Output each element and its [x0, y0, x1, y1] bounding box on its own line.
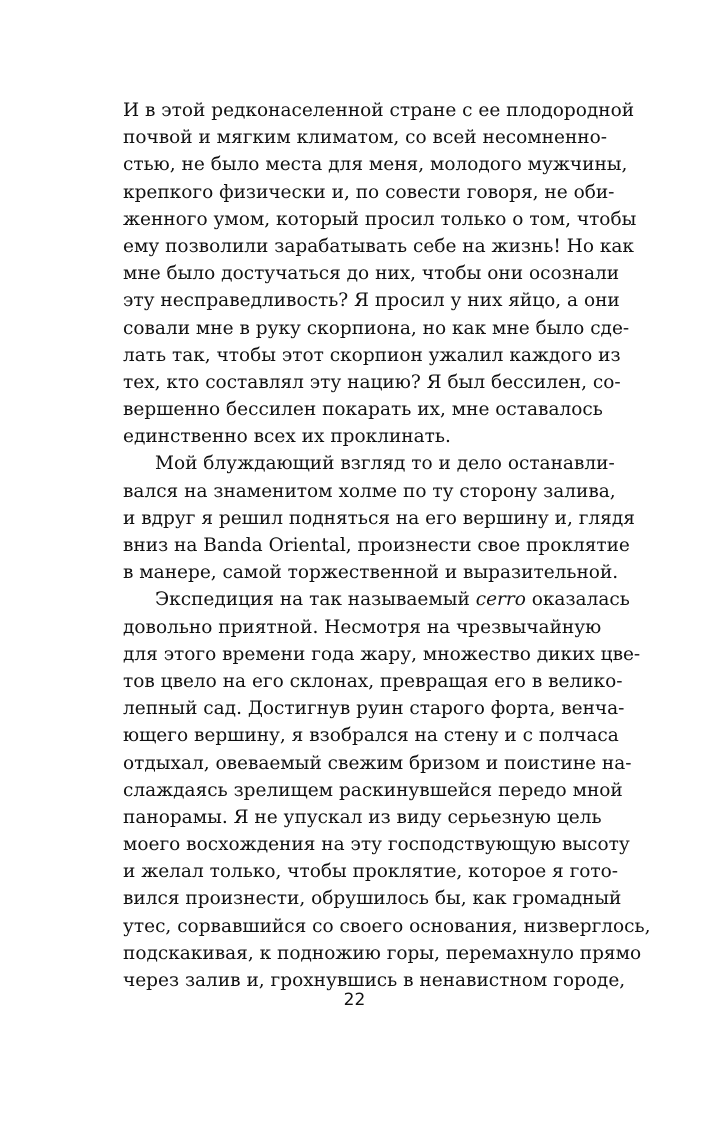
- text-line: эту несправедливость? Я просил у них яйцо, а они: [123, 290, 620, 312]
- text-line: и желал только, чтобы проклятие, которое я гото-: [123, 861, 619, 883]
- text-line: тех, кто составлял эту нацию? Я был бессилен, со-: [123, 371, 621, 393]
- text-line: слаждаясь зрелищем раскинувшейся передо мной: [123, 779, 623, 801]
- text-line: вниз на Banda Oriental, произнести свое проклятие: [123, 535, 630, 556]
- text-line: утес, сорвавшийся со своего основания, низверглось,: [123, 915, 651, 937]
- text-line: мне было достучаться до них, чтобы они осознали: [123, 263, 620, 285]
- text-line: отдыхал, овеваемый свежим бризом и поистине на-: [123, 752, 632, 774]
- text-line: вершенно бессилен покарать их, мне оставалось: [123, 399, 603, 421]
- text-line: стью, не было места для меня, молодого мужчины,: [123, 154, 628, 176]
- text-line: довольно приятной. Несмотря на чрезвычайную: [123, 616, 602, 638]
- page-number: 22: [343, 990, 366, 1010]
- text-line: подскакивая, к подножию горы, перемахнуло прямо: [123, 942, 642, 964]
- text-line: для этого времени года жару, множество диких цве-: [123, 643, 641, 665]
- text-line: вился произнести, обрушилось бы, как громадный: [123, 888, 622, 910]
- text-line: единственно всех их проклинать.: [123, 426, 451, 448]
- text-line: панорамы. Я не упускал из виду серьезную цель: [123, 806, 602, 828]
- text-line: вался на знаменитом холме по ту сторону залива,: [123, 480, 616, 502]
- text-line: в манере, самой торжественной и выразительной.: [123, 562, 619, 584]
- text-line: и вдруг я решил подняться на его вершину и, глядя: [123, 507, 635, 529]
- italic-word: cerro: [475, 589, 526, 611]
- text-line: через залив и, грохнувшись в ненавистном городе,: [123, 970, 626, 991]
- text-line: И в этой редконаселенной стране с ее плодородной: [123, 100, 635, 121]
- text-line: моего восхождения на эту господствующую высоту: [123, 834, 630, 856]
- text-line: тов цвело на его склонах, превращая его в велико-: [123, 670, 623, 692]
- text-line: ему позволили зарабатывать себе на жизнь! Но как: [123, 235, 634, 257]
- text-line: совали мне в руку скорпиона, но как мне было сде-: [123, 317, 630, 339]
- text-line: почвой и мягким климатом, со всей несомненно-: [123, 127, 607, 149]
- body-text: [123, 97, 651, 994]
- text-line: ющего вершину, я взобрался на стену и с полчаса: [123, 725, 619, 747]
- text-line: лепный сад. Достигнув руин старого форта, венча-: [123, 698, 625, 720]
- text-line: Экспедиция на так называемый cerro оказалась: [155, 589, 630, 611]
- text-line: крепкого физически и, по совести говоря, не оби-: [123, 181, 615, 203]
- text-line: Мой блуждающий взгляд то и дело останавли-: [155, 453, 615, 475]
- text-line: лать так, чтобы этот скорпион ужалил каждого из: [123, 344, 621, 366]
- text-line: женного умом, который просил только о том, чтобы: [123, 208, 637, 230]
